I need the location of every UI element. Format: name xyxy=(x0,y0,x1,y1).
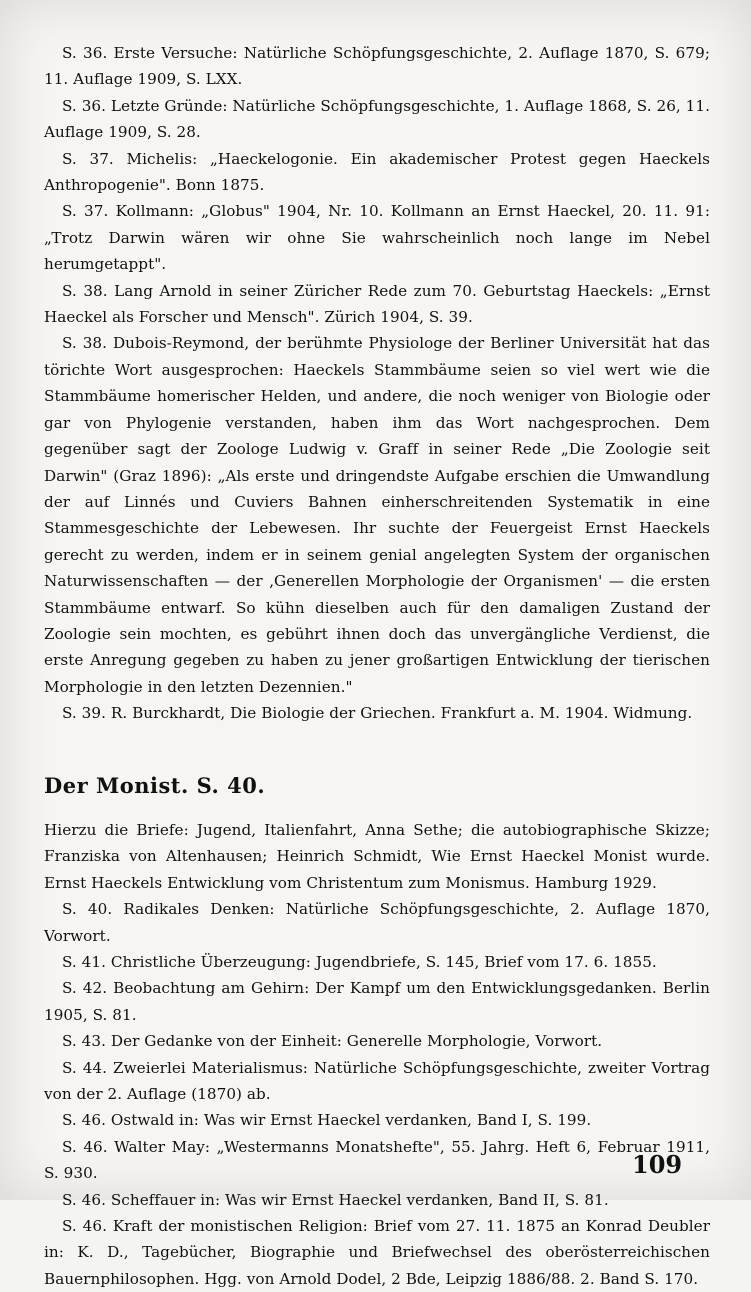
note-entry: S. 44. Zweierlei Materialismus: Natürliche Schöpfungsgeschichte, zweiter Vortrag von der 2. Auflage (1870) ab. xyxy=(44,1058,710,1104)
note-entry: S. 37. Kollmann: „Globus" 1904, Nr. 10. Kollmann an Ernst Haeckel, 20. 11. 91: „Trotz Darwin wären wir ohne Sie wahrscheinlich noch lange im Nebel herumgetappt". xyxy=(44,202,710,274)
note-entry: S. 42. Beobachtung am Gehirn: Der Kampf um den Entwicklungsgedanken. Berlin 1905, S. 81. xyxy=(44,979,710,1024)
note-entry: S. 40. Radikales Denken: Natürliche Schöpfungsgeschichte, 2. Auflage 1870, Vorwort. xyxy=(44,900,710,945)
note-entry: S. 36. Letzte Gründe: Natürliche Schöpfungsgeschichte, 1. Auflage 1868, S. 26, 11. Auflage 1909, S. 28. xyxy=(44,96,710,142)
note-entry: S. 38. Dubois-Reymond, der berühmte Physiologe der Berliner Universität hat das törichte Wort ausgesprochen: Haeckels Stammbäume seien so viel wert wie die Stammbäume homerischer Helden, und andere, die noch weniger von Biologie oder gar von Phylogenie verstanden, haben ihm das Wort nachgesprochen. Dem gegenüber sagt der Zoologe Ludwig v. Graff in seiner Rede „Die Zoologie seit Darwin" (Graz 1896): „Als erste und dringendste Aufgabe erschien die Umwandlung der auf Linnés und Cuviers Bahnen einherschreitenden Systematik in eine Stammesgeschichte der Lebewesen. Ihr suchte der Feuergeist Ernst Haeckels gerecht zu werden, indem er in seinem genial angelegten System der organischen Naturwissenschaften — der ‚Generellen Morphologie der Organismen' — die ersten Stammbäume entwarf. So kühn dieselben auch für den damaligen Zustand der Zoologie sein mochten, es gebührt ihnen doch das unvergängliche Verdienst, die erste Anregung gegeben zu haben zu jener großartigen Entwicklung der tierischen Morphologie in den letzten Dezennien." xyxy=(44,334,710,696)
note-entry: S. 39. R. Burckhardt, Die Biologie der Griechen. Frankfurt a. M. 1904. Widmung. xyxy=(62,704,693,723)
section-heading: Der Monist. S. 40. xyxy=(44,772,266,798)
note-entry: S. 46. Walter May: „Westermanns Monatshefte", 55. Jahrg. Heft 6, Februar 1911, S. 930. xyxy=(44,1137,710,1183)
note-entry: S. 38. Lang Arnold in seiner Züricher Rede zum 70. Geburtstag Haeckels: „Ernst Haeckel als Forscher und Mensch". Zürich 1904, S. 39. xyxy=(44,281,710,327)
note-entry: S. 46. Kraft der monistischen Religion: Brief vom 27. 11. 1875 an Konrad Deubler in: K. D., Tagebücher, Biographie und Briefwechsel des oberösterreichischen Bauernphilosophen. Hgg. von Arnold Dodel, 2 Bde, Leipzig 1886/88. 2. Band S. 170. xyxy=(44,1217,710,1288)
page-body xyxy=(44,40,710,1292)
note-entry: S. 43. Der Gedanke von der Einheit: Generelle Morphologie, Vorwort. xyxy=(62,1032,603,1051)
note-entry: S. 36. Erste Versuche: Natürliche Schöpfungsgeschichte, 2. Auflage 1870, S. 679; 11. Auflage 1909, S. LXX. xyxy=(44,44,710,89)
note-entry: S. 41. Christliche Überzeugung: Jugendbriefe, S. 145, Brief vom 17. 6. 1855. xyxy=(62,953,657,971)
note-entry: S. 37. Michelis: „Haeckelogonie. Ein akademischer Protest gegen Haeckels Anthropogenie". Bonn 1875. xyxy=(44,149,710,195)
note-entry: S. 46. Ostwald in: Was wir Ernst Haeckel verdanken, Band I, S. 199. xyxy=(62,1111,592,1130)
section-intro: Hierzu die Briefe: Jugend, Italienfahrt, Anna Sethe; die autobiographische Skizze; Franziska von Altenhausen; Heinrich Schmidt, Wie Ernst Haeckel Monist wurde. Ernst Haeckels Entwicklung vom Christentum zum Monismus. Hamburg 1929. xyxy=(44,820,710,892)
note-entry: S. 46. Scheffauer in: Was wir Ernst Haeckel verdanken, Band II, S. 81. xyxy=(62,1190,609,1209)
page-number: 109 xyxy=(632,1150,683,1179)
